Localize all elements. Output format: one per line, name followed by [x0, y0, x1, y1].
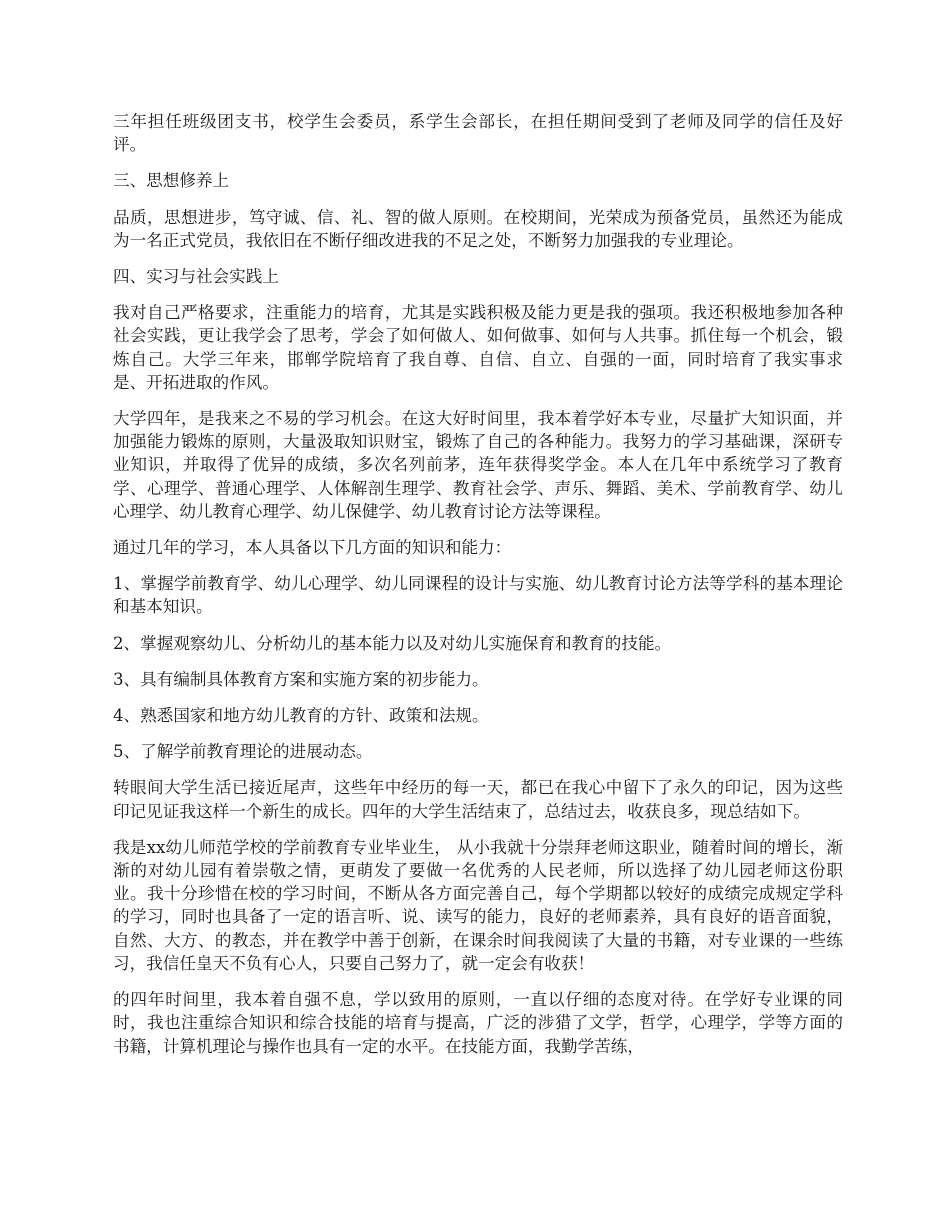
paragraph-summary-intro: 转眼间大学生活已接近尾声，这些年中经历的每一天，都已在我心中留下了永久的印记，因为这些印记见证我这样一个新生的成长。四年的大学生活结束了，总结过去，收获良多，现总结如下。 [113, 778, 843, 821]
paragraph-ideology: 品质，思想进步，笃守诚、信、礼、智的做人原则。在校期间，光荣成为预备党员，虽然还为能成为一名正式党员，我依旧在不断仔细改进我的不足之处，不断努力加强我的专业理论。 [113, 207, 843, 250]
paragraph-leadership: 三年担任班级团支书，校学生会委员，系学生会部长，在担任期间受到了老师及同学的信任及好评。 [113, 112, 843, 155]
paragraph-practice: 我对自己严格要求，注重能力的培育，尤其是实践积极及能力更是我的强项。我还积极地参加各种社会实践，更让我学会了思考，学会了如何做人、如何做事、如何与人共事。抓住每一个机会，锻炼自己。大学三年来，邯郸学院培育了我自尊、自信、自立、自强的一面，同时培育了我实事求是、开拓进取的作风。 [113, 303, 843, 392]
list-item-4: 4、熟悉国家和地方幼儿教育的方针、政策和法规。 [113, 706, 489, 726]
paragraph-abilities-intro: 通过几年的学习，本人具备以下几方面的知识和能力： [113, 538, 512, 558]
paragraph-four-years: 大学四年，是我来之不易的学习机会。在这大好时间里，我本着学好本专业，尽量扩大知识面，并加强能力锻炼的原则，大量汲取知识财宝，锻炼了自己的各种能力。我努力的学习基础课，深研专业知识，并取得了优异的成绩，多次名列前茅，连年获得奖学金。本人在几年中系统学习了教育学、心理学、普通心理学、人体解剖生理学、教育社会学、声乐、舞蹈、美术、学前教育学、幼儿心理学、幼儿教育心理学、幼儿保健学、幼儿教育讨论方法等课程。 [113, 409, 843, 521]
paragraph-self-intro: 我是xx幼儿师范学校的学前教育专业毕业生， 从小我就十分崇拜老师这职业，随着时间的增长，渐渐的对幼儿园有着崇敬之情，更萌发了要做一名优秀的人民老师，所以选择了幼儿园老师这份职业。我十分珍惜在校的学习时间，不断从各方面完善自己，每个学期都以较好的成绩完成规定学科的学习，同时也具备了一定的语言听、说、读写的能力，良好的老师素养，具有良好的语音面貌，自然、大方、的教态，并在教学中善于创新，在课余时间我阅读了大量的书籍，对专业课的一些练习，我信任皇天不负有心人，只要自己努力了，就一定会有收获！ [113, 837, 843, 973]
list-item-1: 1、掌握学前教育学、幼儿心理学、幼儿同课程的设计与实施、幼儿教育讨论方法等学科的基本理论和基本知识。 [113, 574, 843, 617]
list-item-5: 5、了解学前教育理论的进展动态。 [113, 742, 373, 762]
section-heading-ideology: 三、思想修养上 [113, 171, 230, 191]
list-item-2: 2、掌握观察幼儿、分析幼儿的基本能力以及对幼儿实施保育和教育的技能。 [113, 633, 672, 653]
paragraph-four-years-study: 的四年时间里，我本着自强不息，学以致用的原则，一直以仔细的态度对待。在学好专业课的同时，我也注重综合知识和综合技能的培育与提高，广泛的涉猎了文学，哲学，心理学，学等方面的书籍，计算机理论与操作也具有一定的水平。在技能方面，我勤学苦练， [113, 990, 843, 1056]
list-item-3: 3、具有编制具体教育方案和实施方案的初步能力。 [113, 669, 489, 689]
section-heading-practice: 四、实习与社会实践上 [113, 267, 279, 287]
document-page [113, 110, 843, 1071]
